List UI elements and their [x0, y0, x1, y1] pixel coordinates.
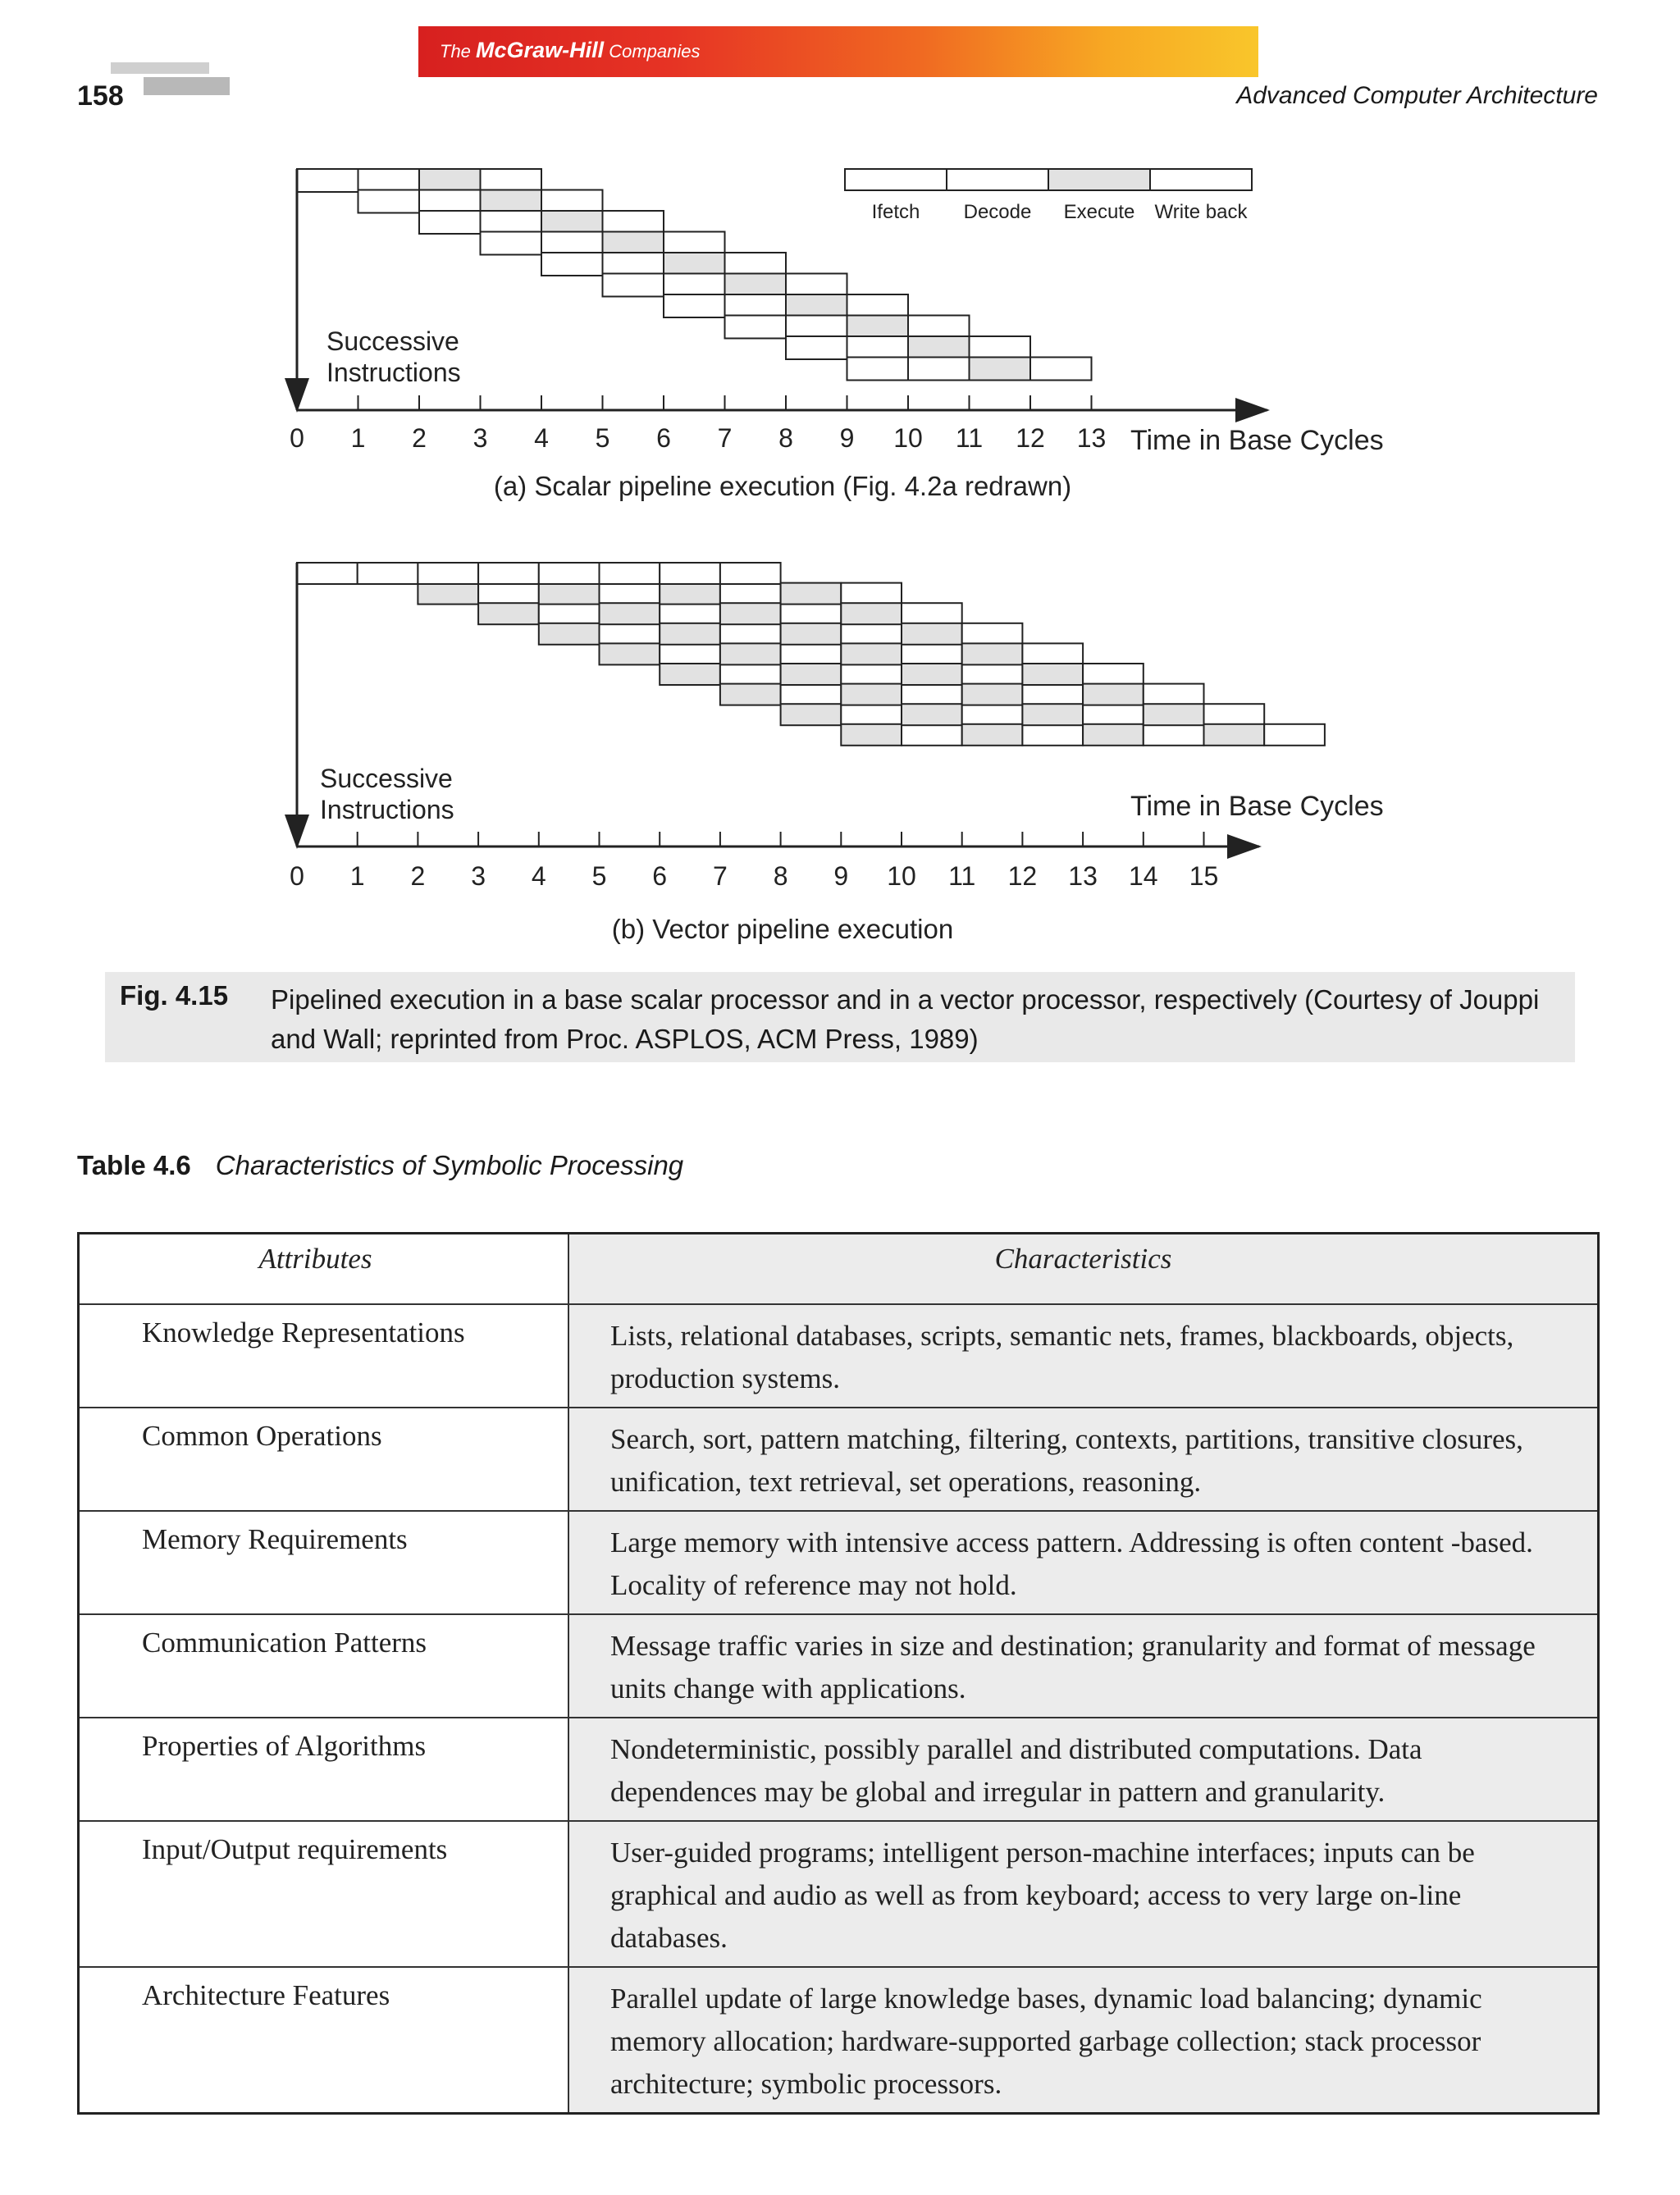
figure-caption-label: Fig. 4.15 — [120, 980, 229, 1011]
vector-execute-box — [841, 603, 902, 624]
scalar-tick-label: 6 — [656, 423, 671, 453]
vector-writeback-box — [720, 664, 781, 685]
scalar-stage-box — [847, 294, 909, 317]
scalar-stage-box — [419, 190, 481, 213]
vector-writeback-box — [1204, 704, 1265, 725]
legend-swatch — [1048, 169, 1150, 190]
vector-tick-label: 6 — [652, 861, 668, 891]
table-row — [79, 1304, 1599, 1408]
scalar-tick-label: 9 — [839, 423, 855, 453]
vector-writeback-box — [1083, 664, 1144, 685]
scalar-tick-label: 11 — [955, 423, 984, 453]
scalar-stage-box — [419, 211, 481, 234]
attribute-cell: Input/Output requirements — [79, 1821, 569, 1967]
vector-writeback-box — [1083, 704, 1144, 725]
vector-tick-label: 12 — [1007, 861, 1038, 891]
scalar-stage-box — [541, 253, 603, 276]
scalar-stage-box — [358, 190, 420, 213]
publisher-logo: The McGraw-Hill Companies — [440, 38, 701, 62]
table-row — [79, 1967, 1599, 2114]
scalar-stage-box — [908, 358, 970, 381]
vector-execute-box — [660, 583, 720, 605]
vector-execute-box — [781, 623, 842, 645]
vector-execute-box — [962, 724, 1023, 746]
scalar-tick-label: 2 — [412, 423, 427, 453]
vector-execute-box — [841, 643, 902, 664]
vector-execute-box — [1022, 704, 1083, 725]
scalar-stage-box — [603, 274, 664, 297]
pipeline-figure — [0, 0, 1680, 968]
vector-writeback-box — [902, 643, 962, 664]
vector-execute-box — [418, 583, 478, 605]
scalar-xlabel: Time in Base Cycles — [1130, 425, 1384, 456]
vector-writeback-box — [1022, 684, 1083, 705]
vector-writeback-box — [600, 583, 660, 605]
scalar-stage-box — [297, 169, 358, 192]
vector-writeback-box — [962, 664, 1023, 685]
vector-execute-box — [902, 623, 962, 645]
scalar-stage-box — [725, 253, 787, 276]
vector-tick-label: 0 — [290, 861, 304, 891]
vector-ylabel: Successive — [320, 764, 453, 793]
symbolic-processing-table — [77, 1232, 1600, 2115]
vector-writeback-box — [902, 603, 962, 624]
vector-caption: (b) Vector pipeline execution — [611, 914, 954, 944]
scalar-stage-box — [541, 232, 603, 255]
vector-writeback-box — [660, 603, 720, 624]
scalar-tick-label: 4 — [534, 423, 549, 453]
scalar-stage-box — [419, 169, 481, 192]
vector-writeback-box — [660, 643, 720, 664]
scalar-tick-label: 1 — [350, 423, 366, 453]
scalar-stage-box — [664, 294, 725, 317]
vector-writeback-box — [1144, 724, 1204, 746]
table-header-row — [79, 1234, 1599, 1305]
scalar-stage-box — [725, 294, 787, 317]
table-row — [79, 1821, 1599, 1967]
vector-tick-label: 5 — [591, 861, 607, 891]
vector-writeback-box — [1022, 643, 1083, 664]
vector-tick-label: 15 — [1189, 861, 1219, 891]
characteristics-cell: Message traffic varies in size and destination; granularity and format of message units change with applications. — [568, 1614, 1599, 1718]
scalar-stage-box — [481, 190, 542, 213]
scalar-tick-label: 8 — [778, 423, 793, 453]
characteristics-cell: Parallel update of large knowledge bases, dynamic load balancing; dynamic memory allocation; hardware-supported garbage collection; stack processor architecture; symbolic processors. — [568, 1967, 1599, 2114]
attribute-cell: Communication Patterns — [79, 1614, 569, 1718]
legend-label: Ifetch — [871, 201, 920, 223]
book-title: Advanced Computer Architecture — [1236, 82, 1598, 109]
vector-tick-label: 4 — [531, 861, 546, 891]
vector-writeback-box — [600, 623, 660, 645]
legend-label: Decode — [963, 201, 1032, 223]
scalar-stage-box — [481, 169, 542, 192]
vector-writeback-box — [781, 603, 842, 624]
table-row — [79, 1718, 1599, 1821]
vector-fetch-box — [539, 563, 600, 584]
scalar-stage-box — [725, 316, 787, 339]
vector-tick-label: 10 — [887, 861, 916, 891]
vector-execute-box — [600, 603, 660, 624]
vector-writeback-box — [841, 583, 902, 605]
scalar-tick-label: 5 — [595, 423, 610, 453]
vector-execute-box — [1144, 704, 1204, 725]
vector-writeback-box — [841, 704, 902, 725]
vector-tick-label: 13 — [1068, 861, 1098, 891]
table-title — [77, 1150, 683, 1181]
vector-writeback-box — [841, 664, 902, 685]
vector-execute-box — [600, 643, 660, 664]
scalar-stage-box — [603, 211, 664, 234]
vector-execute-box — [539, 583, 600, 605]
vector-execute-box — [478, 603, 539, 624]
vector-writeback-box — [1144, 684, 1204, 705]
vector-tick-label: 1 — [349, 861, 365, 891]
scalar-stage-box — [664, 253, 725, 276]
vector-execute-box — [902, 704, 962, 725]
vector-decode-box — [478, 563, 539, 584]
attribute-cell: Architecture Features — [79, 1967, 569, 2114]
vector-execute-box — [781, 664, 842, 685]
table-caption: Characteristics of Symbolic Processing — [215, 1150, 684, 1180]
stage-legend — [845, 169, 1252, 223]
vector-execute-box — [1083, 684, 1144, 705]
vector-decode-box — [358, 563, 418, 584]
scalar-stage-box — [358, 169, 420, 192]
vector-fetch-box — [418, 563, 478, 584]
vector-fetch-box — [660, 563, 720, 584]
attribute-cell: Properties of Algorithms — [79, 1718, 569, 1821]
vector-fetch-box — [297, 563, 358, 584]
attribute-cell: Knowledge Representations — [79, 1304, 569, 1408]
vector-decode-box — [720, 563, 781, 584]
characteristics-cell: Nondeterministic, possibly parallel and distributed computations. Data dependences may be global and irregular in pattern and granularity. — [568, 1718, 1599, 1821]
vector-writeback-box — [962, 704, 1023, 725]
vector-writeback-box — [781, 643, 842, 664]
figure-caption-text: Pipelined execution in a base scalar processor and in a vector processor, respectively (Courtesy of Jouppi and Wall; reprinted from Proc. ASPLOS, ACM Press, 1989) — [271, 984, 1540, 1054]
vector-execute-box — [902, 664, 962, 685]
scalar-stage-box — [847, 358, 909, 381]
vector-execute-box — [841, 684, 902, 705]
scalar-stage-box — [725, 274, 787, 297]
scalar-stage-box — [970, 358, 1031, 381]
vector-writeback-box — [720, 623, 781, 645]
table-row — [79, 1614, 1599, 1718]
page-number: 158 — [77, 80, 124, 112]
vector-writeback-box — [720, 583, 781, 605]
vector-execute-box — [720, 603, 781, 624]
figure-caption — [105, 972, 1575, 1062]
vector-execute-box — [720, 684, 781, 705]
scalar-stage-box — [786, 336, 847, 359]
characteristics-cell: Lists, relational databases, scripts, semantic nets, frames, blackboards, objects, production systems. — [568, 1304, 1599, 1408]
vector-writeback-box — [781, 684, 842, 705]
scalar-tick-label: 7 — [717, 423, 733, 453]
vector-tick-label: 14 — [1129, 861, 1158, 891]
scalar-ylabel: Instructions — [326, 358, 461, 387]
scalar-tick-label: 10 — [893, 423, 923, 453]
vector-execute-box — [781, 583, 842, 605]
scalar-stage-box — [664, 232, 725, 255]
scalar-stage-box — [908, 336, 970, 359]
scalar-stage-box — [786, 294, 847, 317]
characteristics-cell: User-guided programs; intelligent person-machine interfaces; inputs can be graphical and audio as well as from keyboard; access to very large on-line databases. — [568, 1821, 1599, 1967]
vector-writeback-box — [841, 623, 902, 645]
scalar-stage-box — [664, 274, 725, 297]
scalar-stage-box — [786, 316, 847, 339]
vector-writeback-box — [1264, 724, 1325, 746]
scalar-stage-box — [603, 253, 664, 276]
vector-tick-label: 7 — [713, 861, 728, 891]
vector-execute-box — [1022, 664, 1083, 685]
vector-execute-box — [962, 684, 1023, 705]
scalar-tick-label: 3 — [472, 423, 488, 453]
vector-ylabel: Instructions — [320, 795, 454, 824]
vector-xlabel: Time in Base Cycles — [1130, 791, 1384, 822]
header-characteristics: Characteristics — [568, 1234, 1599, 1305]
vector-tick-label: 3 — [471, 861, 486, 891]
vector-decode-box — [600, 563, 660, 584]
vector-execute-box — [660, 623, 720, 645]
vector-tick-label: 8 — [773, 861, 788, 891]
vector-writeback-box — [539, 603, 600, 624]
scalar-tick-label: 0 — [290, 423, 304, 453]
vector-tick-label: 2 — [410, 861, 426, 891]
legend-label: Write back — [1154, 201, 1248, 223]
scalar-stage-box — [1030, 358, 1092, 381]
table-label: Table 4.6 — [77, 1150, 191, 1180]
scalar-tick-label: 12 — [1016, 423, 1045, 453]
scalar-caption: (a) Scalar pipeline execution (Fig. 4.2a redrawn) — [493, 471, 1072, 501]
scalar-stage-box — [970, 336, 1031, 359]
legend-swatch — [845, 169, 947, 190]
vector-execute-box — [1204, 724, 1265, 746]
legend-swatch — [947, 169, 1048, 190]
table-row — [79, 1408, 1599, 1511]
table-row — [79, 1511, 1599, 1614]
scalar-stage-box — [847, 316, 909, 339]
vector-tick-label: 9 — [833, 861, 849, 891]
vector-writeback-box — [1022, 724, 1083, 746]
legend-label: Execute — [1063, 201, 1135, 223]
vector-execute-box — [539, 623, 600, 645]
vector-writeback-box — [902, 724, 962, 746]
scalar-stage-box — [847, 336, 909, 359]
vector-execute-box — [962, 643, 1023, 664]
characteristics-cell: Large memory with intensive access pattern. Addressing is often content -based. Locality of reference may not hold. — [568, 1511, 1599, 1614]
scalar-stage-box — [603, 232, 664, 255]
scalar-stage-box — [908, 316, 970, 339]
scalar-ylabel: Successive — [326, 326, 459, 356]
vector-execute-box — [781, 704, 842, 725]
vector-pipeline-boxes — [297, 563, 1325, 746]
vector-writeback-box — [962, 623, 1023, 645]
scalar-stage-box — [786, 274, 847, 297]
scalar-tick-label: 13 — [1076, 423, 1107, 453]
attribute-cell: Common Operations — [79, 1408, 569, 1511]
legend-swatch — [1150, 169, 1252, 190]
scalar-stage-box — [481, 232, 542, 255]
scalar-stage-box — [481, 211, 542, 234]
scalar-stage-box — [541, 211, 603, 234]
vector-writeback-box — [902, 684, 962, 705]
attribute-cell: Memory Requirements — [79, 1511, 569, 1614]
vector-execute-box — [841, 724, 902, 746]
header-attributes: Attributes — [79, 1234, 569, 1305]
vector-writeback-box — [478, 583, 539, 605]
characteristics-cell: Search, sort, pattern matching, filtering, contexts, partitions, transitive closures, unification, text retrieval, set operations, reasoning. — [568, 1408, 1599, 1511]
vector-execute-box — [660, 664, 720, 685]
vector-tick-label: 11 — [948, 861, 976, 891]
vector-execute-box — [720, 643, 781, 664]
scalar-stage-box — [541, 190, 603, 213]
vector-execute-box — [1083, 724, 1144, 746]
